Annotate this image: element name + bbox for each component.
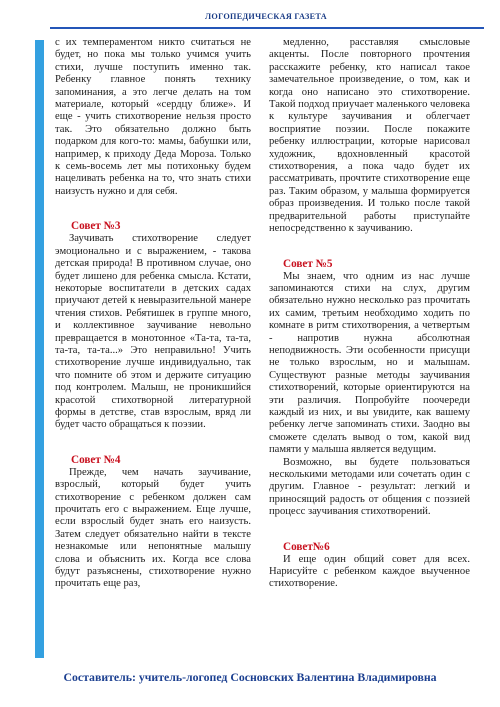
advice-4-text: Прежде, чем начать заучивание, взрослый, который будет учить стихотворение с ребенком должен сам прочитать его с выражением. Еще лучше, если взрослый будет знать его наизусть. Затем следует обязательно найти в тексте незнакомые или непонятные малышу слова и объяснить их. Когда все слова будут разъяснены, стихотворение нужно прочитать еще раз, <box>55 466 251 590</box>
newspaper-header: ЛОГОПЕДИЧЕСКАЯ ГАЗЕТА <box>205 12 327 21</box>
right-column <box>269 37 470 591</box>
page-margin <box>0 0 22 707</box>
advice-5-text-2: Возможно, вы будете пользоваться несколькими методами или сочетать один с другим. Главное - результат: легкий и приносящий радость от общения с поэзией процесс заучивания стихотворений. <box>269 456 470 518</box>
advice-3-text: Заучивать стихотворение следует эмоционально и с выражением, - такова детская природа! В противном случае, оно будет лишено для ребенка смысла. Кстати, некоторые воспитатели в детских садах приучают детей к невыразительной манере чтения стихов. Ребятишек в группе много, и коллективное заучивание невольно превращается в монотонное «Та-та, та-та, та-та, та-та...» Это неправильно! Учить стихотворение лучше индивидуально, так что помните об этом и держите ситуацию под контролем. Малыш, не проникшийся красотой стихотворной литературной формы в детстве, став взрослым, вряд ли будет часто обращаться к поэзии. <box>55 233 251 431</box>
advice-3-title: Совет №3 <box>71 220 121 233</box>
advice-6-text: И еще один общий совет для всех. Нарисуйте с ребенком каждое выученное стихотворение. <box>269 553 470 590</box>
advice-5-text: Мы знаем, что одним из нас лучше запоминаются стихи на слух, другим обязательно нужно несколько раз прочитать их самим, третьим необходимо ходить по комнате в ритм стихотворения, а четвертым - напротив нужна абсолютная неподвижность. Эти особенности присущи не только взрослым, но и малышам. Существуют разные методы заучивания стихотворений, которые ориентируются на эти различия. Попробуйте поочереди каждый из них, и вы увидите, как вашему ребенку легче запоминать стихи. Заодно вы сможете сделать вывод о том, какой вид памяти у малыша является ведущим. <box>269 270 470 456</box>
left-column <box>55 37 251 591</box>
header-divider <box>50 27 484 29</box>
intro-paragraph: с их темпераментом никто считаться не будет, но пока мы только учимся учить стихи, лучше поступить именно так. Ребенку главное понять технику запоминания, а это легче делать на том материале, который «сердцу ближе». И еще - учить стихотворение нельзя просто так. Это обязательно должно быть подарком для кого-то: мамы, бабушки или, например, к приходу Деда Мороза. Только к семь-восемь лет мы потихоньку будем нацеливать ребенка на то, что знать стихи наизусть нужно и для себя. <box>55 37 251 197</box>
advice-5-title: Совет №5 <box>283 257 333 270</box>
continuation-paragraph: медленно, расставляя смысловые акценты. После повторного прочтения расскажите ребенку, кто написал такое замечательное произведение, о том, как и когда оно написано это стихотворение. Такой подход приучает маленького человека к культуре заучивания и облегчает восприятие поэзии. После покажите ребенку иллюстрации, которые нарисовал художник, вдохновленный красотой стихотворения, а пока чадо будет их рассматривать, прочтите стихотворение еще раз. Таким образом, у малыша формируется образ произведения. И только после такой предварительной работы приступайте непосредственно к заучиванию. <box>269 37 470 235</box>
article-columns <box>55 37 484 662</box>
advice-4-title: Совет №4 <box>71 453 121 466</box>
author-footer: Составитель: учитель-логопед Сосновских Валентина Владимировна <box>63 670 437 684</box>
decorative-side-stripe <box>35 40 44 658</box>
advice-6-title: Совет№6 <box>283 540 330 553</box>
